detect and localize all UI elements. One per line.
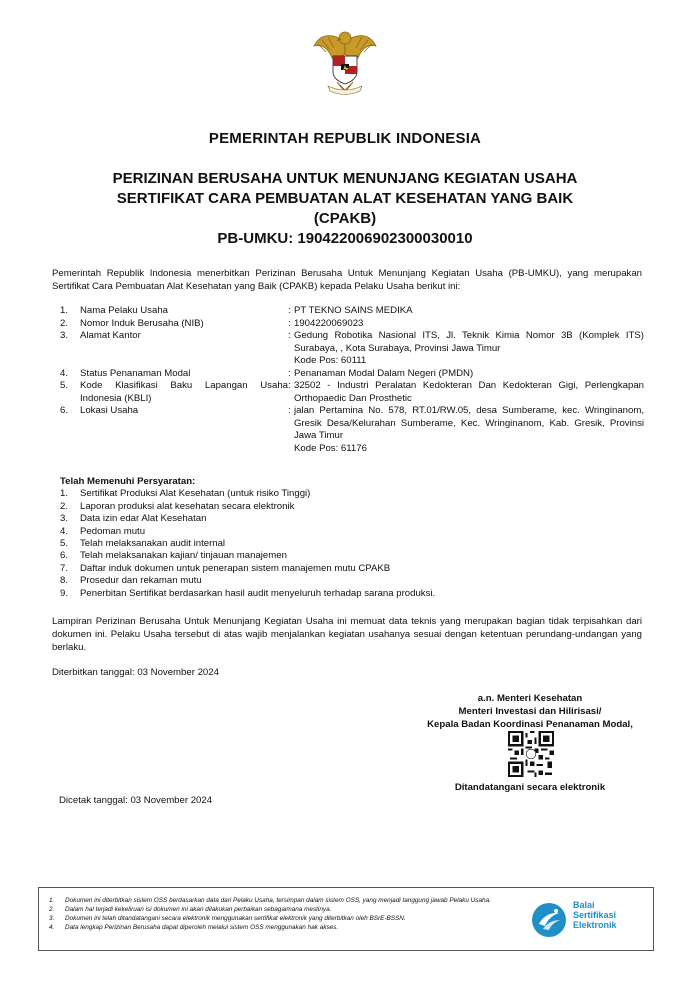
info-separator: : [288, 330, 291, 341]
requirements-list [60, 476, 620, 600]
garuda-emblem-icon [312, 28, 378, 98]
info-row-nib [60, 318, 644, 331]
info-label: Kode Klasifikasi Baku Lapangan Usaha Indonesia (KBLI) [80, 380, 288, 404]
requirement-item [60, 550, 620, 562]
info-separator: : [288, 305, 291, 316]
info-number: 2. [60, 317, 69, 329]
footnote-text: Data lengkap Perizinan Berusaha dapat diperoleh melalui sistem OSS menggunakan hak akses. [65, 924, 339, 931]
info-label: Nomor Induk Berusaha (NIB) [80, 317, 204, 329]
signatory-line: Menteri Investasi dan Hilirisasi/ [458, 706, 602, 717]
info-value [294, 330, 644, 368]
requirement-item [60, 526, 620, 538]
info-row-kbli [60, 380, 644, 405]
bsre-line: Balai [573, 900, 595, 910]
electronic-signature-label: Ditandatangani secara elektronik [454, 782, 606, 793]
location-text: jalan Pertamina No. 578, RT.01/RW.05, desa Sumberame, kec. Wringinanom, Gresik Desa/Kelurahan Sumberame, Kec. Wringinanom, Kab. Gresik, Provinsi Jawa Timur [294, 405, 644, 441]
requirement-number: 7. [60, 562, 69, 574]
postal-code: Kode Pos: 60111 [294, 355, 367, 366]
info-label: Nama Pelaku Usaha [80, 305, 168, 316]
footnote-number: 2. [49, 906, 55, 913]
info-separator: : [288, 367, 291, 379]
info-value: Penanaman Modal Dalam Negeri (PMDN) [294, 367, 474, 379]
footnote-item [49, 914, 529, 923]
info-separator: : [288, 317, 291, 329]
attachment-note: Lampiran Perizinan Berusaha Untuk Menunjang Kegiatan Usaha ini memuat data teknis yang merupakan bagian tidak terpisahkan dari dokumen ini. Pelaku Usaha tersebut di atas wajib menjalankan kegiatan usahanya sesuai dengan ketentuan perundang-undangan yang berlaku. [52, 616, 642, 653]
info-value: PT TEKNO SAINS MEDIKA [294, 305, 413, 316]
requirement-number: 2. [60, 500, 69, 512]
info-row-address [60, 330, 644, 368]
printed-date: Dicetak tanggal: 03 November 2024 [59, 795, 213, 806]
signatory-line: a.n. Menteri Kesehatan [477, 693, 583, 704]
postal-code: Kode Pos: 61176 [294, 442, 367, 454]
requirement-text: Data izin edar Alat Kesehatan [80, 513, 207, 525]
footnote-text: Dokumen ini diterbitkan sistem OSS berdasarkan data dari Pelaku Usaha, tersimpan dalam sistem OSS, yang menjadi tanggung jawab Pelaku Usaha. [65, 897, 491, 904]
info-separator: : [288, 405, 291, 416]
info-number: 5. [60, 380, 69, 391]
address-text: Gedung Robotika Nasional ITS, Jl. Teknik Kimia Nomor 3B (Komplek ITS) Surabaya, , Kota Surabaya, Provinsi Jawa Timur [294, 330, 644, 354]
title-line: (CPAKB) [313, 210, 377, 227]
bsre-logo [531, 898, 647, 938]
requirement-text: Sertifikat Produksi Alat Kesehatan (untuk risiko Tinggi) [80, 488, 311, 500]
footnote-number: 3. [49, 915, 55, 922]
footnote-text: Dokumen ini telah ditandatangani secara elektronik menggunakan sertifikat elektronik yang diterbitkan oleh BSrE-BSSN. [65, 915, 406, 922]
requirement-item [60, 501, 620, 513]
info-value: 1904220069023 [294, 317, 364, 329]
requirement-number: 8. [60, 575, 69, 587]
bsre-logo-icon [531, 902, 567, 938]
requirement-number: 4. [60, 525, 69, 537]
footer-box [38, 887, 654, 951]
intro-paragraph: Pemerintah Republik Indonesia menerbitkan Perizinan Berusaha Untuk Menunjang Kegiatan Usaha (PB-UMKU), yang merupakan Sertifikat Cara Pembuatan Alat Kesehatan yang Baik (CPAKB) kepada Pelaku Usaha berikut ini: [52, 268, 642, 292]
info-row-name [60, 305, 644, 318]
title-line: SERTIFIKAT CARA PEMBUATAN ALAT KESEHATAN YANG BAIK [116, 190, 574, 207]
info-label: Status Penanaman Modal [80, 367, 191, 379]
requirement-item [60, 513, 620, 525]
footnotes [49, 896, 529, 932]
requirement-item [60, 538, 620, 550]
qr-code-icon [508, 731, 554, 777]
bsre-logo-text [573, 900, 617, 930]
info-value [294, 405, 644, 455]
requirement-item [60, 588, 620, 600]
requirement-number: 3. [60, 513, 69, 525]
requirement-text: Penerbitan Sertifikat berdasarkan hasil audit menyeluruh terhadap sarana produksi. [80, 587, 436, 599]
certificate-title [60, 169, 630, 249]
info-row-location [60, 405, 644, 455]
info-separator: : [288, 380, 291, 391]
license-number: PB-UMKU: 190422006902300030010 [217, 230, 473, 247]
requirement-number: 9. [60, 587, 69, 599]
footnote-number: 4. [49, 924, 55, 931]
requirement-item [60, 575, 620, 587]
footnote-number: 1. [49, 897, 55, 904]
requirement-text: Daftar induk dokumen untuk penerapan sistem manajemen mutu CPAKB [80, 562, 391, 574]
info-value: 32502 - Industri Peralatan Kedokteran Dan Kedokteran Gigi, Perlengkapan Orthopaedic Dan Prosthetic [294, 380, 644, 404]
bsre-line: Sertifikasi [573, 910, 617, 920]
requirement-text: Prosedur dan rekaman mutu [80, 575, 202, 587]
signatory-block [380, 692, 680, 731]
info-label: Lokasi Usaha [80, 405, 139, 416]
footnote-item [49, 923, 529, 932]
requirement-number: 1. [60, 488, 69, 500]
bsre-line: Elektronik [573, 920, 617, 930]
requirements-title: Telah Memenuhi Persyaratan: [60, 476, 196, 487]
issued-date: Diterbitkan tanggal: 03 November 2024 [52, 667, 219, 678]
requirement-text: Pedoman mutu [80, 525, 146, 537]
business-info-list [60, 305, 644, 455]
requirement-text: Telah melaksanakan kajian/ tinjauan manajemen [80, 550, 287, 562]
requirement-number: 6. [60, 550, 69, 562]
requirement-text: Laporan produksi alat kesehatan secara elektronik [80, 500, 295, 512]
requirement-item [60, 563, 620, 575]
info-row-investment [60, 368, 644, 381]
requirement-text: Telah melaksanakan audit internal [80, 538, 226, 550]
requirement-number: 5. [60, 538, 69, 550]
info-number: 6. [60, 405, 69, 416]
title-line: PERIZINAN BERUSAHA UNTUK MENUNJANG KEGIATAN USAHA [112, 170, 578, 187]
requirement-item [60, 488, 620, 500]
footnote-item [49, 905, 529, 914]
info-number: 1. [60, 305, 69, 316]
footnote-text: Dalam hal terjadi kekeliruan isi dokumen ini akan dilakukan perbaikan sebagaimana mestinya. [65, 906, 332, 913]
signatory-line: Kepala Badan Koordinasi Penanaman Modal, [427, 719, 633, 730]
info-label: Alamat Kantor [80, 330, 141, 341]
footnote-item [49, 896, 529, 905]
info-number: 3. [60, 330, 69, 341]
government-title: PEMERINTAH REPUBLIK INDONESIA [208, 130, 482, 147]
info-number: 4. [60, 367, 69, 379]
